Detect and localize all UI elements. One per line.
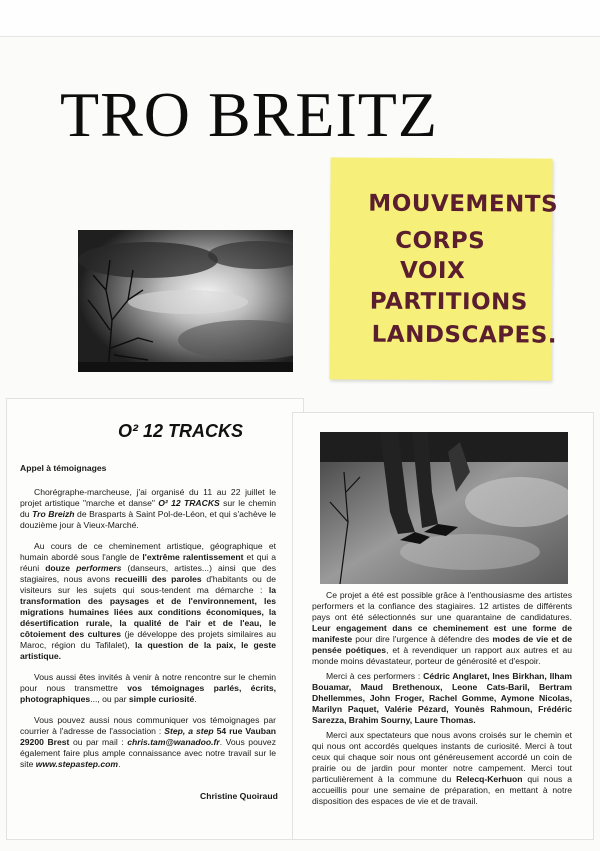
text-run: Ce projet a été est possible grâce à l'enthousiasme des artistes performers et la confiance des stagiaires. 12 artistes de différents pays ont été sélectionnés sur une quarantaine de candidatures. [312,590,572,622]
text-run: Step, a step [164,726,214,736]
left-paragraph-3 [20,672,276,705]
text-run: (je développe des projets similaires au Maroc, région du Tafilalet), [20,629,276,650]
right-paragraph-2 [312,671,572,726]
text-run: vos témoignages parlés, écrits, photographiques [20,683,276,704]
text-run: d'habitants ou de visiteurs sur les sujets qui sous-tendent ma démarche : [20,574,276,595]
left-column-text [20,487,276,780]
text-run: douze [45,563,77,573]
text-run: , et à revendiquer un rapport aux autres et au monde moins dévastateur, porteur de générosité et d'espoir. [312,645,572,666]
text-run: modes de vie et de pensée poétiques [312,634,572,655]
left-paragraph-4 [20,715,276,770]
text-run: . [118,759,121,769]
text-run: ..., ou par [90,694,129,704]
left-paragraph-1 [20,487,276,531]
right-paragraph-1 [312,590,572,667]
left-paragraph-2 [20,541,276,662]
right-column-text [312,590,572,811]
text-run: Tro Breizh [32,509,75,519]
walking-feet-photo [320,432,568,584]
text-run: pour dire l'urgence à défendre des [352,634,493,644]
sticky-line-partitions: PARTITIONS [369,288,528,316]
text-run: et qui a réuni [20,552,277,573]
article-signature: Christine Quoiraud [200,791,278,801]
text-run: O² 12 TRACKS [158,498,220,508]
text-run: 54 rue Vauban 29200 Brest [20,726,276,747]
sky-photo [78,230,293,372]
sticky-note [329,157,559,380]
walking-feet-image [320,432,568,584]
text-run: l'extrême ralentissement [142,552,244,562]
text-run: (danseurs, artistes...) ainsi que des stagiaires, nous avons [20,563,277,584]
article-subhead: Appel à témoignages [20,463,107,473]
text-run: de Brasparts à Saint Pol-de-Léon, et qui s'achève le douzième jour à Vieux-Marché. [20,509,277,530]
text-run: Relecq-Kerhuon [456,774,523,784]
sticky-line-corps: CORPS [395,227,486,255]
text-run: performers [76,563,122,573]
text-run: Chorégraphe-marcheuse, j'ai organisé du 11 au 22 juillet le projet artistique "marche et danse" [20,487,276,508]
text-run: . [194,694,197,704]
text-run: Au cours de ce cheminement artistique, géographique et humain abordé sous l'angle de [20,541,276,562]
sticky-line-voix: VOIX [399,257,466,285]
text-run: recueilli des paroles [114,574,202,584]
text-run: la question de la paix, le geste artistique. [20,640,276,661]
text-run: www.stepastep.com [35,759,119,769]
text-run: Vous pouvez aussi nous communiquer vos témoignages par courrier à l'adresse de l'association : [20,715,276,736]
text-run: . Vous pouvez également faire plus ample connaissance avec notre travail sur le site [20,737,276,769]
text-run: Vous aussi êtes invités à venir à notre rencontre sur le chemin pour nous transmettre [20,672,276,693]
text-run: sur le chemin du [20,498,277,519]
text-run: simple curiosité [128,694,195,704]
text-run: la transformation des paysages et de l'environnement, les migrations humaines liées aux conditions économiques, la désertification rurale, la qualité de l'air et de l'eau, le côtoiement des cultures [20,585,276,639]
article-title: O² 12 TRACKS [118,421,244,441]
right-paragraph-3 [312,730,572,807]
text-run: Merci à ces performers : [326,671,424,681]
text-run: Leur engagement dans ce cheminement est une forme de manifeste [312,623,572,644]
text-run: qui nous a accueillis pour une semaine de préparation, en mettant à notre disposition des espaces de vie et de travail. [312,774,572,806]
text-run: Merci aux spectateurs que nous avons croisés sur le chemin et qui nous ont accordés quelques instants de curiosité. Merci à tout ceux qui chaque soir nous ont généreusement accordé un coin de prairie ou de jardin pour monter notre campement. Merci tout particulièrement à la commune du [312,730,572,784]
page-title: TRO BREITZ [60,79,438,150]
top-paper-strip [0,0,600,37]
text-run: Cédric Anglaret, Ines Birkhan, Ilham Bouamar, Maud Brethenoux, Leone Cats-Baril, Bertram Dhellemmes, John Froger, Rachel Gomme, Aymone Nicolas, Marilyn Paquet, Valérie Pézard, Younès Rahmoun, Frédéric Sarezza, Brahim Sourny, Laure Thomas. [312,671,573,725]
sticky-line-mouvements: MOUVEMENTS [368,190,559,218]
sticky-line-landscapes: LANDSCAPES. [371,321,558,349]
text-run: chris.tam@wanadoo.fr [127,737,220,747]
sky-tree-image [78,230,293,372]
text-run: ou par mail : [69,737,128,747]
